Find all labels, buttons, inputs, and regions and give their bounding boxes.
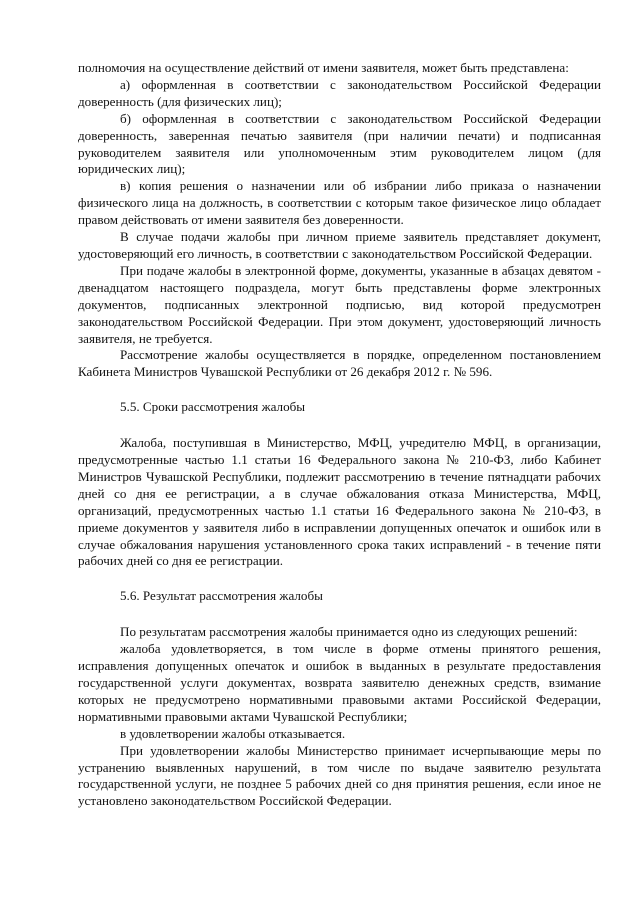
list-item-v: в) копия решения о назначении или об избрании либо приказа о назначении физического лица на должность, в соответствии с которым такое физическое лицо обладает правом действовать от имени заявителя без доверенности.	[78, 178, 601, 228]
section-heading-5-6: 5.6. Результат рассмотрения жалобы	[120, 588, 323, 604]
paragraph-review-terms: Жалоба, поступившая в Министерство, МФЦ, учредителю МФЦ, в организации, предусмотренные частью 1.1 статьи 16 Федерального закона № 210-ФЗ, либо Кабинет Министров Чувашской Республики, подлежит рассмотрению в течение пятнадцати рабочих дней со дня ее регистрации, а в случае обжалования отказа Министерства, МФЦ, организаций, предусмотренных частью 1.1 статьи 16 Федерального закона № 210-ФЗ, в приеме документов у заявителя либо в исправлении допущенных опечаток и ошибок или в случае обжалования нарушения установленного срока таких исправлений - в течение пяти рабочих дней со дня ее регистрации.	[78, 435, 601, 569]
paragraph-complaint-satisfied: жалоба удовлетворяется, в том числе в форме отмены принятого решения, исправления допущенных опечаток и ошибок в выданных в результате предоставления государственной услуги документах, возврата заявителю денежных средств, взимание которых не предусмотрено нормативными правовыми актами Российской Федерации, нормативными правовыми актами Чувашской Республики;	[78, 641, 601, 724]
section-heading-5-5: 5.5. Сроки рассмотрения жалобы	[120, 399, 306, 415]
paragraph-ministry-measures: При удовлетворении жалобы Министерство принимает исчерпывающие меры по устранению выявленных нарушений, в том числе по выдаче заявителю результата государственной услуги, не позднее 5 рабочих дней со дня принятия решения, если иное не установлено законодательством Российской Федерации.	[78, 742, 601, 809]
document-page	[78, 60, 601, 810]
paragraph-electronic-form: При подаче жалобы в электронной форме, документы, указанные в абзацах девятом - двенадцатом настоящего подраздела, могут быть представлены форме электронных документов, подписанных электронной подписью, вид которой предусмотрен законодательством Российской Федерации. При этом документ, удостоверяющий личность заявителя, не требуется.	[78, 262, 601, 346]
paragraph-complaint-rejected: в удовлетворении жалобы отказывается.	[120, 725, 346, 741]
list-item-a: а) оформленная в соответствии с законодательством Российской Федерации доверенность (для физических лиц);	[78, 76, 601, 109]
paragraph-review-procedure: Рассмотрение жалобы осуществляется в порядке, определенном постановлением Кабинета Министров Чувашской Республики от 26 декабря 2012 г. № 596.	[78, 347, 601, 380]
list-item-b: б) оформленная в соответствии с законодательством Российской Федерации доверенность, заверенная печатью заявителя (при наличии печати) и подписанная руководителем заявителя или уполномоченным этим руководителем лицом (для юридических лиц);	[78, 110, 601, 177]
paragraph-continuation: полномочия на осуществление действий от имени заявителя, может быть представлена:	[78, 60, 569, 75]
paragraph-personal-reception: В случае подачи жалобы при личном приеме заявитель представляет документ, удостоверяющий его личность, в соответствии с законодательством Российской Федерации.	[78, 229, 601, 261]
paragraph-decisions-intro: По результатам рассмотрения жалобы принимается одно из следующих решений:	[120, 624, 578, 640]
